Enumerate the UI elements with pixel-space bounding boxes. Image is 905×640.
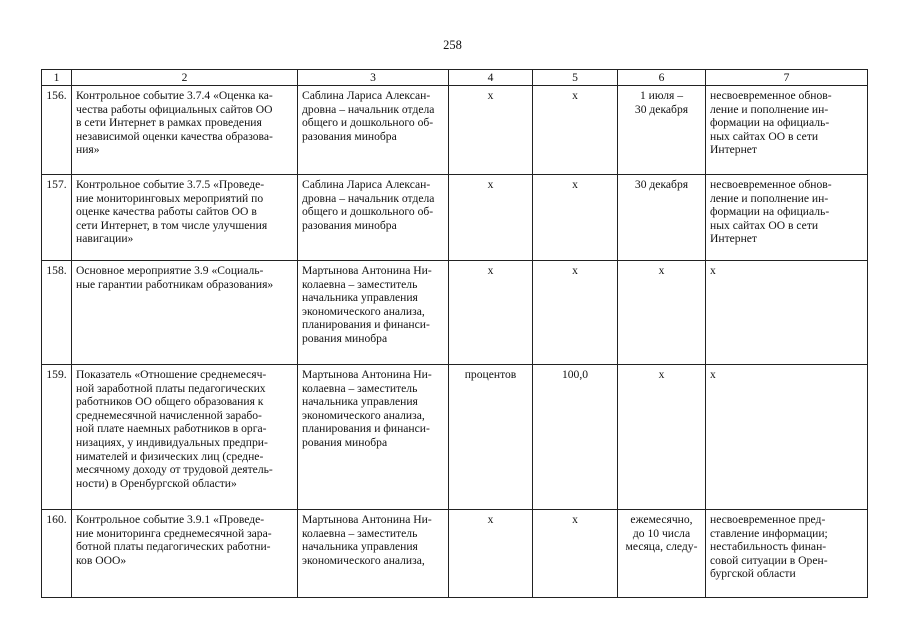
responsible-cell	[298, 510, 449, 598]
cell-line: х	[572, 178, 578, 191]
cell-line: Саблина Лариса Алексан-	[302, 89, 431, 102]
deadline-cell	[618, 365, 706, 510]
cell-line: экономического анализа,	[302, 553, 425, 567]
cell-line: низациях, у индивидуальных предпри-	[76, 435, 268, 449]
cell-line: месячному доходу от трудовой деятель-	[76, 463, 273, 477]
event-name-cell	[72, 175, 298, 261]
cell-line: экономического анализа,	[302, 304, 425, 318]
cell-line: ботной платы педагогических работни-	[76, 540, 271, 554]
cell-line: х	[487, 178, 494, 191]
cell-line: навигации»	[76, 232, 134, 246]
cell-line: х	[572, 89, 578, 102]
unit-cell	[449, 261, 533, 365]
cell-line: месяца, следу-	[625, 540, 698, 554]
plan-table	[41, 69, 868, 598]
cell-line: бургской области	[710, 567, 796, 581]
cell-line: х	[572, 264, 578, 277]
cell-line: в сети Интернет в рамках проведения	[76, 116, 262, 130]
responsible-cell	[298, 365, 449, 510]
cell-line: разования минобра	[302, 218, 397, 232]
cell-line: ных сайтах ОО в сети	[710, 129, 819, 143]
value-cell	[533, 86, 618, 175]
value-cell	[533, 510, 618, 598]
responsible-cell	[298, 261, 449, 365]
cell-line: х	[487, 513, 494, 526]
cell-line: ных сайтах ОО в сети	[710, 218, 819, 232]
cell-line: ставление информации;	[710, 526, 828, 540]
cell-line: 100,0	[561, 368, 589, 381]
cell-line: начальника управления	[302, 291, 418, 305]
cell-line: х	[658, 264, 665, 277]
table-body	[42, 86, 868, 598]
cell-line: формации на официаль-	[710, 205, 830, 219]
cell-line: рования минобра	[302, 331, 388, 345]
cell-line: начальника управления	[302, 395, 418, 409]
risk-cell	[706, 510, 868, 598]
cell-line: 30 декабря	[634, 178, 689, 191]
cell-line: независимой оценки качества образова-	[76, 129, 273, 143]
cell-line: ные гарантии работникам образования»	[76, 277, 274, 291]
value-cell	[533, 365, 618, 510]
row-number-cell: 158.	[42, 261, 72, 365]
cell-line: Саблина Лариса Алексан-	[302, 178, 431, 191]
cell-line: х	[710, 368, 716, 381]
cell-line: чества работы официальных сайтов ОО	[76, 102, 273, 116]
cell-line: 1 июля –	[639, 89, 684, 102]
deadline-cell	[618, 510, 706, 598]
cell-line: Мартынова Антонина Ни-	[302, 368, 432, 381]
cell-line: ление и пополнение ин-	[710, 102, 829, 116]
column-header: 3	[298, 70, 449, 86]
event-name-cell	[72, 86, 298, 175]
cell-line: ние мониторинговых мероприятий по	[76, 191, 264, 205]
column-header: 6	[618, 70, 706, 86]
risk-cell	[706, 175, 868, 261]
column-header: 5	[533, 70, 618, 86]
cell-line: разования минобра	[302, 129, 397, 143]
cell-line: нестабильность финан-	[710, 540, 827, 554]
deadline-cell	[618, 175, 706, 261]
cell-line: х	[658, 368, 665, 381]
table-header-row	[42, 70, 868, 86]
cell-line: ния»	[76, 143, 100, 157]
row-number-cell: 157.	[42, 175, 72, 261]
table-row	[42, 365, 868, 510]
cell-line: сети Интернет, в том числе улучшения	[76, 218, 268, 232]
page-number: 258	[443, 38, 462, 52]
column-header: 7	[706, 70, 868, 86]
column-header: 1	[42, 70, 72, 86]
cell-line: нимателей и физических лиц (средне-	[76, 449, 264, 463]
table-row	[42, 175, 868, 261]
cell-line: Контрольное событие 3.7.5 «Проведе-	[76, 178, 265, 191]
cell-line: Контрольное событие 3.7.4 «Оценка ка-	[76, 89, 273, 102]
cell-line: общего и дошкольного об-	[302, 205, 434, 219]
cell-line: 30 декабря	[634, 102, 689, 116]
cell-line: оценке качества работы сайтов ОО в	[76, 205, 257, 219]
unit-cell	[449, 510, 533, 598]
cell-line: х	[487, 89, 494, 102]
cell-line: экономического анализа,	[302, 408, 425, 422]
deadline-cell	[618, 86, 706, 175]
cell-line: рования минобра	[302, 435, 388, 449]
unit-cell	[449, 365, 533, 510]
risk-cell	[706, 261, 868, 365]
cell-line: Интернет	[710, 232, 758, 246]
cell-line: ление и пополнение ин-	[710, 191, 829, 205]
table-row	[42, 86, 868, 175]
table-row	[42, 261, 868, 365]
cell-line: ков ООО»	[76, 553, 127, 567]
cell-line: х	[710, 264, 716, 277]
cell-line: несвоевременное пред-	[710, 513, 826, 526]
cell-line: планирования и финанси-	[302, 422, 430, 436]
cell-line: Мартынова Антонина Ни-	[302, 513, 432, 526]
cell-line: колаевна – заместитель	[302, 277, 418, 291]
cell-line: х	[487, 264, 494, 277]
column-header: 2	[72, 70, 298, 86]
cell-line: ной заработной платы педагогических	[76, 381, 266, 395]
cell-line: ной плате наемных работников в орга-	[76, 422, 267, 436]
risk-cell	[706, 365, 868, 510]
column-header: 4	[449, 70, 533, 86]
responsible-cell	[298, 175, 449, 261]
cell-line: х	[572, 513, 578, 526]
unit-cell	[449, 175, 533, 261]
cell-line: колаевна – заместитель	[302, 526, 418, 540]
cell-line: совой ситуации в Орен-	[710, 553, 828, 567]
cell-line: колаевна – заместитель	[302, 381, 418, 395]
cell-line: Интернет	[710, 143, 758, 157]
cell-line: работников ОО общего образования к	[76, 395, 264, 409]
cell-line: общего и дошкольного об-	[302, 116, 434, 130]
event-name-cell	[72, 261, 298, 365]
cell-line: Основное мероприятие 3.9 «Социаль-	[76, 264, 264, 277]
cell-line: формации на официаль-	[710, 116, 830, 130]
responsible-cell	[298, 86, 449, 175]
cell-line: дровна – начальник отдела	[302, 191, 435, 205]
row-number-cell: 159.	[42, 365, 72, 510]
row-number-cell: 156.	[42, 86, 72, 175]
cell-line: несвоевременное обнов-	[710, 178, 832, 191]
cell-line: планирования и финанси-	[302, 318, 430, 332]
unit-cell	[449, 86, 533, 175]
event-name-cell	[72, 365, 298, 510]
cell-line: ежемесячно,	[630, 513, 693, 526]
cell-line: дровна – начальник отдела	[302, 102, 435, 116]
row-number-cell: 160.	[42, 510, 72, 598]
cell-line: начальника управления	[302, 540, 418, 554]
risk-cell	[706, 86, 868, 175]
table-row	[42, 510, 868, 598]
cell-line: до 10 числа	[632, 526, 691, 540]
cell-line: ности) в Оренбургской области»	[76, 476, 237, 490]
event-name-cell	[72, 510, 298, 598]
cell-line: ние мониторинга среднемесячной зара-	[76, 526, 272, 540]
value-cell	[533, 261, 618, 365]
value-cell	[533, 175, 618, 261]
cell-line: Контрольное событие 3.9.1 «Проведе-	[76, 513, 265, 526]
cell-line: несвоевременное обнов-	[710, 89, 832, 102]
cell-line: Мартынова Антонина Ни-	[302, 264, 432, 277]
deadline-cell	[618, 261, 706, 365]
cell-line: среднемесячной начисленной зарабо-	[76, 408, 262, 422]
cell-line: Показатель «Отношение среднемесяч-	[76, 368, 267, 381]
cell-line: процентов	[464, 368, 517, 381]
